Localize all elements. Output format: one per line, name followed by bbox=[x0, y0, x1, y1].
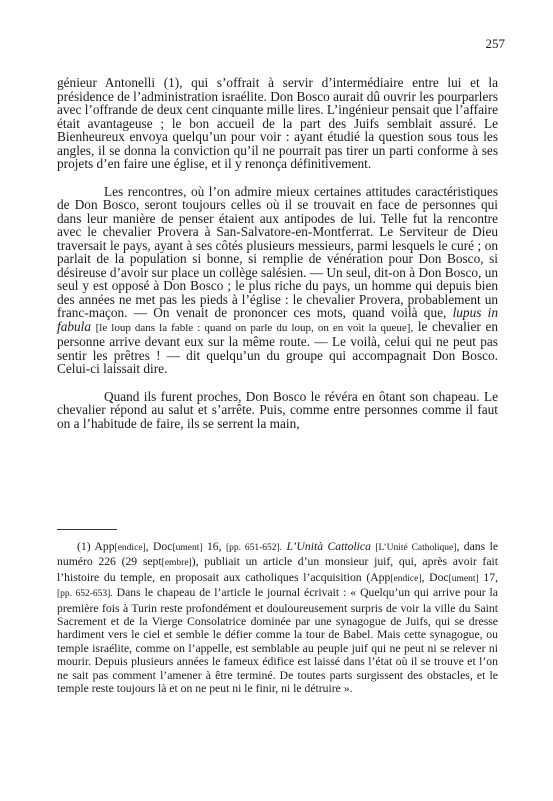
footnote-editorial: [endice] bbox=[114, 543, 146, 553]
paragraph-2 bbox=[57, 185, 498, 376]
footnote bbox=[57, 540, 498, 695]
footnote-text: 17, bbox=[478, 570, 499, 584]
footnote-text: , Doc bbox=[421, 570, 449, 584]
main-text bbox=[57, 76, 498, 444]
paragraph-2-start: Les rencontres, où l’on admire mieux certaines attitudes caractéristiques de Don Bosco, seront toujours celles où il se trouvait en face de personnes qui dans leur manière de penser étaient aux antipodes de lui. Telle fut la rencontre avec le chevalier Provera à San-Salvatore-en-Montferrat. Le Serviteur de Dieu traversait le pays, ayant à ses côtés plusieurs messieurs, parmi lesquels le curé ; on parlait de la population si bonne, si remplie de vénération pour Don Bosco, si désireuse d’avoir sur place un collège salésien. — Un seul, dit-on à Don Bosco, un seul y est opposé à Don Bosco ; le plus riche du pays, un homme qui depuis bien des années ne met pas les pieds à l’église : le chevalier Provera, probablement un franc-maçon. — On venait de prononcer ces mots, quand voilà que, bbox=[57, 183, 498, 320]
newspaper-title: L’Unità Cattolica bbox=[286, 540, 371, 553]
footnote-editorial: [ument] bbox=[172, 543, 203, 553]
footnote-editorial: [ument] bbox=[448, 573, 479, 584]
footnote-editorial: [embre] bbox=[161, 558, 192, 569]
newspaper-gloss: [L’Unité Catholique] bbox=[375, 543, 457, 553]
translation-gloss: [le loup dans la fable : quand on parle du loup, on en voit la queue], bbox=[95, 321, 414, 334]
page-number: 257 bbox=[485, 36, 505, 51]
footnote-text: ), publiait un article d’un monsieur juif, qui, après avoir fait l’histoire du temple, en proposait aux catholiques l’acquisition (App bbox=[57, 555, 498, 584]
footnote-text: App bbox=[94, 540, 115, 553]
footnote-pages: [pp. 652-653]. bbox=[57, 589, 113, 600]
paragraph-1: génieur Antonelli (1), qui s’offrait à servir d’intermédiaire entre lui et la présidence de l’administration israélite. Don Bosco aurait dû ouvrir les pourparlers avec l’offrande de deux cent cinquante mille lires. L’ingénieur pensait que l’affaire était avantageuse ; le bon accueil de la part des Juifs semblait assuré. Le Bienheureux envoya quelqu’un pour voir : ayant étudié la question sous tous les angles, il se donna la conviction qu’il ne pourrait pas tirer un parti conforme à ses projets d’en faire une église, et il y renonça définitivement. bbox=[57, 75, 498, 171]
footnote-divider bbox=[57, 529, 117, 530]
footnote-text: 16, bbox=[202, 540, 226, 553]
footnote-marker: (1) bbox=[77, 540, 91, 553]
footnote-pages: [pp. 651-652]. bbox=[225, 543, 283, 553]
footnote-text: , dans le numéro 226 (29 sept bbox=[57, 540, 499, 569]
footnote-editorial: [endice] bbox=[390, 573, 422, 584]
paragraph-3: Quand ils furent proches, Don Bosco le révéra en ôtant son chapeau. Le chevalier répond au salut et s’arrête. Puis, comme entre personnes comme il faut on a l’habitude de faire, ils se serrent la main, bbox=[57, 388, 498, 431]
footnote-text: Dans le chapeau de l’article le journal écrivait : « Quelqu’un qui arrive pour la première fois à Turin reste profondément et douloureusement surpris de voir la ville du Saint Sacrement et de la Vierge Consolatrice dominée par une synagogue de Juifs, qui se dresse hardiment vers le ciel et semble le défier comme la tour de Babel. Mais cette synagogue, ou temple israélite, comme on l’appelle, est semblable au peuple juif qui ne peut ni se relever ni mourir. Depuis plusieurs années le fameux édifice est laissé dans l’état où il se trouve et l’on ne sait pas comment l’amener à être terminé. De toutes parts surgissent des obstacles, et le temple reste toujours là et on ne peut ni le finir, ni le détruire ». bbox=[57, 586, 498, 696]
paragraph-2-end: le chevalier en personne arrive devant eux sur la même route. — Le voilà, celui qui ne peut pas sentir les prêtres ! — dit quelqu’un du groupe qui accompagnait Don Bosco. Celui-ci laissait dire. bbox=[57, 318, 498, 376]
latin-phrase: lupus in fabula bbox=[57, 305, 499, 334]
footnote-text: , Doc bbox=[145, 540, 173, 553]
